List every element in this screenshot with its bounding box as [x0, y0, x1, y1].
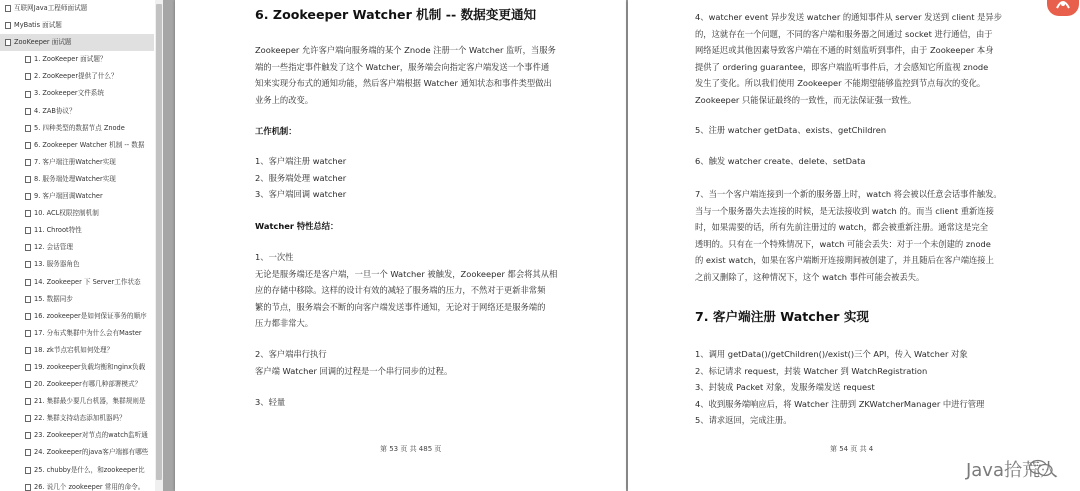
text-line: 无论是服务端还是客户端，一旦一个 Watcher 被触发，Zookeeper 都会将其从相	[255, 268, 558, 279]
bookmark-node-icon	[25, 56, 31, 63]
feature-one	[255, 249, 557, 332]
text-line: 应的存储中移除。这样的设计有效的减轻了服务端的压力，不然对于更新非常频	[255, 285, 546, 296]
page-number-footer: 第 53 页 共 485 页	[380, 445, 442, 453]
list-item: 3、客户端回调 watcher	[255, 189, 347, 200]
bookmark-label: 5. 四种类型的数据节点 Znode	[34, 123, 125, 132]
text-line: Zookeeper 允许客户端向服务端的某个 Znode 注册一个 Watcher 监听，当服务	[255, 45, 556, 55]
bookmark-label: 12. 会话管理	[34, 243, 73, 252]
bookmark-label: 13. 服务器角色	[34, 260, 80, 269]
bookmark-node-icon	[25, 484, 31, 491]
bookmark-node-icon	[25, 296, 31, 303]
bookmark-node-icon	[25, 432, 31, 439]
bookmark-label: 16. zookeeper是如何保证事务的顺序	[34, 311, 147, 320]
bookmark-top-item[interactable]	[0, 0, 154, 17]
list-item: 5、请求返回，完成注册。	[695, 415, 792, 426]
bookmark-child-item[interactable]	[0, 291, 154, 308]
bookmark-node-icon	[25, 176, 31, 183]
bookmark-node-icon	[25, 73, 31, 80]
bookmark-child-item[interactable]	[0, 325, 154, 342]
features-title: Watcher 特性总结：	[255, 221, 339, 231]
bookmark-child-item[interactable]	[0, 479, 154, 491]
text-line: 7、当一个客户端连接到一个新的服务器上时，watch 将会被以任意会话事件触发。	[695, 189, 1002, 199]
text-line: 发生了变化。所以我们使用 Zookeeper 不能期望能够监控到节点每次的变化。	[695, 78, 986, 89]
bookmark-child-item[interactable]	[0, 154, 154, 171]
bookmark-child-item[interactable]	[0, 188, 154, 205]
bookmark-node-icon	[25, 108, 31, 115]
paragraph-6: 6、触发 watcher create、delete、setData	[695, 156, 866, 166]
sidebar-scrollbar[interactable]	[155, 0, 163, 491]
registration-steps	[695, 346, 984, 429]
bookmark-top-item-selected[interactable]	[0, 34, 154, 51]
watermark-text: Java拾荒人	[965, 460, 1058, 481]
intro-paragraph	[255, 42, 556, 108]
bookmark-child-item[interactable]	[0, 274, 154, 291]
bookmark-label: 7. 客户端注册Watcher实现	[34, 157, 116, 166]
bookmark-node-icon	[25, 330, 31, 337]
list-item: 2、服务端处理 watcher	[255, 172, 347, 183]
bookmark-label: 25. chubby是什么，和zookeeper比	[34, 465, 145, 474]
bookmark-node-icon	[25, 261, 31, 268]
bookmark-child-item[interactable]	[0, 444, 154, 461]
bookmark-child-item[interactable]	[0, 256, 154, 273]
page-54	[628, 0, 1080, 491]
list-item: 1、客户端注册 watcher	[255, 156, 347, 166]
bookmark-node-icon	[25, 467, 31, 474]
text-line: 提供了 ordering guarantee，即客户端监听事件后，才会感知它所监视 znode	[695, 61, 989, 72]
bookmark-label: 22. 集群支持动态添加机器吗？	[34, 414, 126, 423]
bookmark-child-item[interactable]	[0, 171, 154, 188]
paragraph-4	[695, 9, 1002, 109]
bookmark-child-item[interactable]	[0, 376, 154, 393]
list-item: 1、调用 getData()/getChildren()/exist()三个 API，传入 Watcher 对象	[695, 349, 968, 359]
bookmark-child-item[interactable]	[0, 205, 154, 222]
bookmark-node-icon	[25, 210, 31, 217]
bookmark-node-icon	[25, 313, 31, 320]
pdf-tool-badge[interactable]	[1047, 0, 1079, 16]
bookmark-children	[0, 51, 154, 491]
text-line: 透明的。只有在一个特殊情况下，watch 可能会丢失：对于一个未创建的 znode	[695, 238, 991, 249]
bookmark-child-item[interactable]	[0, 410, 154, 427]
bookmark-label: 18. zk节点宕机如何处理？	[34, 345, 114, 354]
bookmark-node-icon	[25, 244, 31, 251]
bookmark-node-icon	[25, 159, 31, 166]
bookmark-label: 互联网Java工程师面试题	[14, 4, 88, 12]
text-line: 知来实现分布式的通知功能，然后客户端根据 Watcher 通知状态和事件类型做出	[255, 78, 552, 89]
bookmark-node-icon	[5, 5, 11, 12]
bookmark-child-item[interactable]	[0, 462, 154, 479]
bookmark-label: 15. 数据同步	[34, 294, 73, 303]
document-viewer[interactable]	[163, 0, 1080, 491]
bookmark-node-icon	[25, 347, 31, 354]
page-number-footer: 第 54 页 共 4	[830, 445, 874, 453]
bookmark-label: 11. Chroot特性	[34, 226, 82, 235]
bookmark-child-item[interactable]	[0, 103, 154, 120]
text-line: 4、watcher event 异步发送 watcher 的通知事件从 server 发送到 client 是异步	[695, 12, 1003, 22]
bookmark-label: 19. zookeeper负载均衡和nginx负载	[34, 362, 146, 371]
bookmark-node-icon	[25, 415, 31, 422]
bookmark-label: 24. Zookeeper的java客户端都有哪些	[34, 448, 149, 457]
section-heading: 7. 客户端注册 Watcher 实现	[695, 309, 870, 324]
work-mechanism-title: 工作机制：	[255, 126, 297, 136]
bookmark-label: 23. Zookeeper对节点的watch监听通	[34, 431, 148, 440]
bookmark-child-item[interactable]	[0, 137, 154, 154]
bookmark-child-item[interactable]	[0, 222, 154, 239]
bookmark-child-item[interactable]	[0, 120, 154, 137]
text-line: 的 exist watch，如果在客户端断开连接期间被创建了，并且随后在客户端连接上	[695, 255, 994, 266]
bookmark-node-icon	[25, 125, 31, 132]
bookmark-label: 9. 客户端回调Watcher	[34, 192, 103, 201]
bookmark-label: 1. ZooKeeper 面试题？	[34, 55, 107, 64]
text-line: 端的一些指定事件触发了这个 Watcher，服务端会向指定客户端发送一个事件通	[255, 61, 550, 72]
bookmark-child-item[interactable]	[0, 393, 154, 410]
section-heading: 6. Zookeeper Watcher 机制 -- 数据变更通知	[255, 7, 537, 22]
bookmark-child-item[interactable]	[0, 342, 154, 359]
text-line: 网络延迟或其他因素导致客户端在不通的时刻监听到事件，由于 Zookeeper 本身	[695, 45, 994, 56]
bookmark-label: 8. 服务端处理Watcher实现	[34, 174, 116, 183]
bookmark-child-item[interactable]	[0, 427, 154, 444]
bookmark-label: 2. ZooKeeper提供了什么？	[34, 72, 118, 81]
text-line: 的，这就存在一个问题，不同的客户端和服务器之间通过 socket 进行通信，由于	[695, 28, 993, 39]
bookmark-label: 14. Zookeeper 下 Server工作状态	[34, 277, 141, 286]
bookmark-sidebar	[0, 0, 164, 491]
text-line: 繁的节点，服务端会不断的向客户端发送事件通知，无论对于网络还是服务端的	[255, 301, 546, 312]
bookmark-node-icon	[25, 364, 31, 371]
text-line: Zookeeper 只能保证最终的一致性，而无法保证强一致性。	[695, 94, 917, 105]
text-line: 业务上的改变。	[255, 94, 314, 105]
bookmark-node-icon	[25, 381, 31, 388]
bookmark-node-icon	[25, 279, 31, 286]
bookmark-child-item[interactable]	[0, 68, 154, 85]
bookmark-top-item[interactable]	[0, 17, 154, 34]
work-mechanism-list	[255, 153, 346, 203]
bookmark-label: 20. Zookeeper有哪几种部署模式？	[34, 380, 142, 389]
bookmark-label: 26. 说几个 zookeeper 常用的命令。	[34, 482, 145, 491]
bookmark-child-item[interactable]	[0, 359, 154, 376]
bookmark-node-icon	[25, 142, 31, 149]
feature-title: 2、客户端串行执行	[255, 349, 327, 359]
bookmark-node-icon	[5, 22, 11, 29]
bookmark-child-item[interactable]	[0, 85, 154, 102]
bookmark-label: 17. 分布式集群中为什么会有Master	[34, 328, 142, 337]
text-line: 压力都非常大。	[255, 318, 314, 329]
page-53	[175, 0, 626, 491]
bookmark-node-icon	[25, 449, 31, 456]
pdf-tool-icon	[1055, 0, 1071, 10]
bookmark-label: 4. ZAB协议？	[34, 106, 76, 115]
bookmark-child-item[interactable]	[0, 51, 154, 68]
bookmark-label: 21. 集群最少要几台机器，集群规则是	[34, 397, 146, 406]
bookmark-label: 10. ACL权限控制机制	[34, 209, 99, 218]
bookmark-label: 3. Zookeeper文件系统	[34, 89, 104, 98]
bookmark-label: MyBatis 面试题	[14, 21, 62, 30]
bookmark-node-icon	[5, 39, 11, 46]
bookmark-label: ZooKeeper 面试题	[14, 38, 72, 47]
bookmark-node-icon	[25, 398, 31, 405]
bookmark-child-item[interactable]	[0, 308, 154, 325]
bookmark-node-icon	[25, 227, 31, 234]
paragraph-7	[695, 186, 1002, 286]
list-item: 4、收到服务端响应后，将 Watcher 注册到 ZKWatcherManager 中进行管理	[695, 398, 985, 409]
bookmark-tree	[0, 0, 154, 491]
feature-two	[255, 346, 452, 379]
scrollbar-thumb[interactable]	[156, 4, 162, 480]
text-line: 时，如果需要的话，所有先前注册过的 watch，都会被重新注册。通常这是完全	[695, 222, 989, 233]
feature-three-title: 3、轻量	[255, 397, 286, 407]
feature-title: 1、一次性	[255, 252, 294, 262]
list-item: 2、标记请求 request，封装 Watcher 到 WatchRegistration	[695, 365, 928, 376]
text-line: 客户端 Watcher 回调的过程是一个串行同步的过程。	[255, 365, 453, 376]
list-item: 3、封装成 Packet 对象，发服务端发送 request	[695, 382, 875, 393]
text-line: 当与一个服务器失去连接的时候，是无法接收到 watch 的。而当 client 重新连接	[695, 205, 994, 216]
bookmark-node-icon	[25, 91, 31, 98]
bookmark-child-item[interactable]	[0, 239, 154, 256]
bookmark-label: 6. Zookeeper Watcher 机制 -- 数据	[34, 140, 145, 149]
text-line: 之前又删除了，这种情况下，这个 watch 事件可能会被丢失。	[695, 271, 925, 282]
paragraph-5: 5、注册 watcher getData、exists、getChildren	[695, 125, 887, 135]
bookmark-node-icon	[25, 193, 31, 200]
